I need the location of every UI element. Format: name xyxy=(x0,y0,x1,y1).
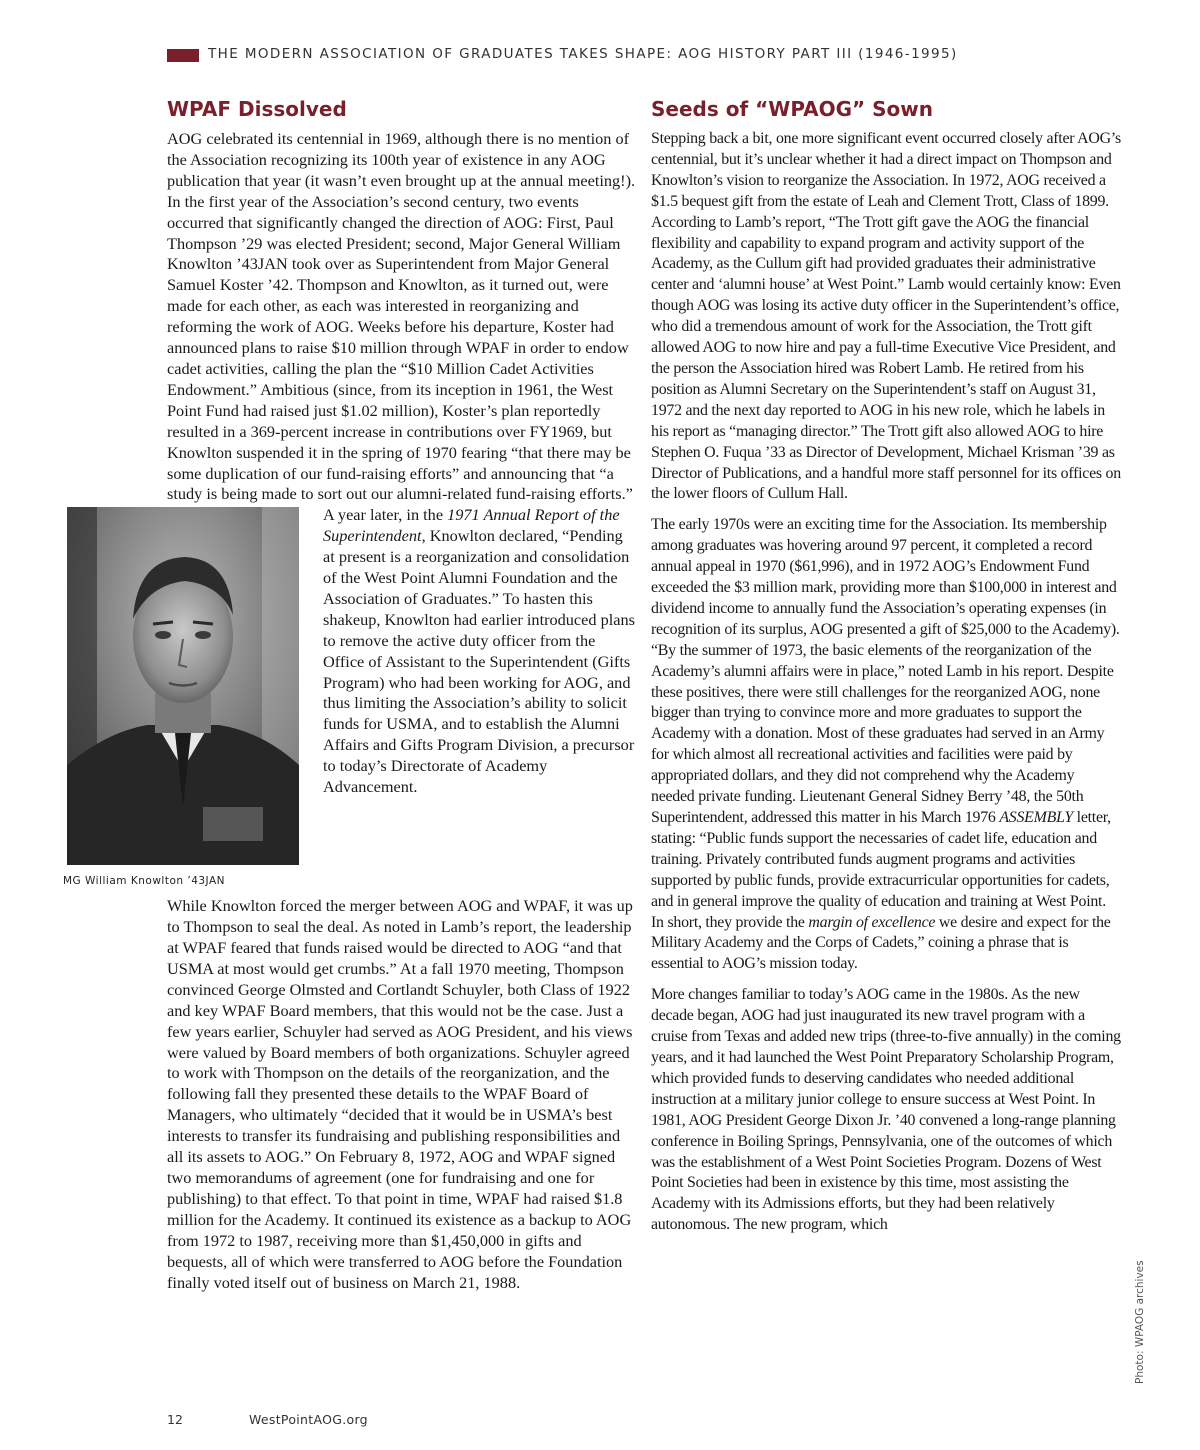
right-p2-mid: letter, stating: “Public funds support the necessaries of cadet life, education and training. Privately contributed funds augment programs and activities supported by public funds, provide extracurricular opportunities for cadets, and in general improve the quality of education and training at West Point. In short, they provide the xyxy=(651,809,1111,931)
right-p2-start: The early 1970s were an exciting time for the Association. Its membership among graduates was hovering around 97 percent, it completed a record annual appeal in 1970 ($61,996), and in 1972 AOG’s Endowment Fund exceeded the $3 million mark, providing more than $100,000 in interest and dividend income to annually fund the Association’s operating expenses (in recognition of its surplus, AOG presented a gift of $25,000 to the Academy). “By the summer of 1973, the basic elements of the reorganization of the Academy’s alumni affairs were in place,” noted Lamb in his report. Despite these positives, there were still challenges for the reorganized AOG, none bigger than trying to convince more and more graduates to support the Academy with a donation. Most of these graduates had served in an Army for which almost all recreational activities and facilities were paid by appropriated dollars, and they did not comprehend why the Academy needed private funding. Lieutenant General Sidney Berry ’48, the 50th Superintendent, addressed this matter in his March 1976 xyxy=(651,516,1120,826)
left-column xyxy=(63,96,637,1303)
right-p2-margin-of-excellence: margin of excellence xyxy=(808,913,936,931)
left-paragraph-1 xyxy=(63,129,637,888)
portrait-illustration xyxy=(67,507,299,865)
left-p1-rest: , Knowlton declared, “Pending at present is a reorganization and consolidation of the West Point Alumni Foundation and the Association of Graduates.” To hasten this shakeup, Knowlton had earlier introduced plans to remove the active duty officer from the Office of Assistant to the Superintendent (Gifts Program) who had been working for AOG, and thus limiting the Association’s ability to solicit funds for USMA, and to establish the Alumni Affairs and Gifts Program Division, a precursor to today’s Directorate of Academy Advancement. xyxy=(323,526,635,797)
right-paragraph-3: More changes familiar to today’s AOG came in the 1980s. As the new decade began, AOG had just inaugurated its new travel program with a cruise from Texas and added new trips (three-to-five annually) in the coming years, and it had launched the West Point Preparatory Scholarship Program, which provided funds to deserving candidates who needed additional instruction at a military junior college to ensure success at West Point. In 1981, AOG President George Dixon Jr. ’40 convened a long-range planning conference in Boiling Springs, Pennsylvania, one of the outcomes of which was the establishment of a West Point Societies Program. Dozens of West Point Societies had been in existence by this time, most assisting the Academy with its Admissions efforts, but they had been relatively autonomous. The new program, which xyxy=(651,986,1121,1234)
photo-caption: MG William Knowlton ’43JAN xyxy=(63,875,226,888)
header-accent-bar xyxy=(167,49,199,62)
left-p1-start: AOG celebrated its centennial in 1969, although there is no mention of the Association recognizing its 100th year of existence in any AOG publication that year (it wasn’t even brought up at the annual meeting!). In the first year of the Association’s second century, two events occurred that significantly changed the direction of AOG: First, Paul Thompson ’29 was elected President; second, Major General William Knowlton ’43JAN took over as Superintendent from Major General Samuel Koster ’42. Thompson and Knowlton, as it turned out, were made for each other, as each was interested in reorganizing and reforming the work of AOG. Weeks before his departure, Koster had announced plans to raise $10 million through WPAF in order to endow cadet activities, calling the plan the “$10 Million Cadet Activities Endowment.” Ambitious (since, from its inception in 1961, the West Point Fund had raised just $1.02 million), Koster’s plan reportedly resulted in a 369-percent increase in contributions over FY1969, but Knowlton suspended it in the spring of 1970 fearing “that there may be some duplication of our fund-raising efforts” and announcing that “a study is being made to sort out our alumni-related fund-raising efforts.” A year later, in the xyxy=(167,129,636,525)
right-paragraph-1: Stepping back a bit, one more significant event occurred closely after AOG’s centennial, but it’s unclear whether it had a direct impact on Thompson and Knowlton’s vision to reorganize the Association. In 1972, AOG received a $1.5 bequest gift from the estate of Leah and Clement Trott, Class of 1899. According to Lamb’s report, “The Trott gift gave the AOG the financial flexibility and capability to expand program and activity support of the Academy, as the Cullum gift had provided graduates their administrative center and ‘alumni house’ at West Point.” Lamb would certainly know: Even though AOG was losing its active duty officer in the Superintendent’s office, who did a tremendous amount of work for the Association, the Trott gift allowed AOG to now hire and pay a full-time Executive Vice President, and the person the Association hired was Robert Lamb. He retired from his position as Alumni Secretary on the Superintendent’s staff on August 31, 1972 and the next day reported to AOG in his new role, which he labels in his report as “managing director.” The Trott gift also allowed AOG to hire Stephen O. Fuqua ’33 as Director of Development, Michael Krisman ’39 as Director of Publications, and a handful more staff personnel for its offices on the lower floors of Cullum Hall. xyxy=(651,130,1121,503)
right-p2-assembly: ASSEMBLY xyxy=(999,809,1073,826)
page-number: 12 xyxy=(167,1412,183,1427)
knowlton-photo-figure xyxy=(63,507,311,892)
right-column xyxy=(651,96,1121,1246)
footer-website: WestPointAOG.org xyxy=(249,1412,368,1427)
running-header: THE MODERN ASSOCIATION OF GRADUATES TAKES SHAPE: AOG HISTORY PART III (1946-1995) xyxy=(208,46,958,62)
right-paragraph-2 xyxy=(651,515,1121,975)
right-p2-rest: we desire and expect for the Military Academy and the Corps of Cadets,” coining a phrase that is essential to AOG’s mission today. xyxy=(651,913,1111,973)
heading-seeds-of-wpaog: Seeds of “WPAOG” Sown xyxy=(651,97,934,121)
left-paragraph-2: While Knowlton forced the merger between AOG and WPAF, it was up to Thompson to seal the deal. As noted in Lamb’s report, the leadership at WPAF feared that funds raised would be directed to AOG “and that USMA at most would get crumbs.” At a fall 1970 meeting, Thompson convinced George Olmsted and Cortlandt Schuyler, both Class of 1922 and key WPAF Board members, that this would not be the case. Just a few years earlier, Schuyler had served as AOG President, and his views were valued by Board members of both organizations. Schuyler agreed to work with Thompson on the details of the reorganization, and the following fall they presented these details to the WPAF Board of Managers, who ultimately “decided that it would be in USMA’s best interests to transfer its fundraising and publishing responsibilities and all its assets to AOG.” On February 8, 1972, AOG and WPAF signed two memorandums of agreement (one for fundraising and one for publishing) to that effect. To that point in time, WPAF had raised $1.8 million for the Academy. It continued its existence as a backup to AOG from 1972 to 1987, receiving more than $1,450,000 in gifts and bequests, all of which were transferred to AOG before the Foundation finally voted itself out of business on March 21, 1988. xyxy=(167,896,633,1292)
left-p1-italic-title: 1971 Annual Report of the Superintendent xyxy=(323,505,620,546)
heading-wpaf-dissolved: WPAF Dissolved xyxy=(167,97,347,121)
photo-credit: Photo: WPAOG archives xyxy=(1134,1260,1146,1384)
knowlton-portrait-photo xyxy=(67,507,299,865)
